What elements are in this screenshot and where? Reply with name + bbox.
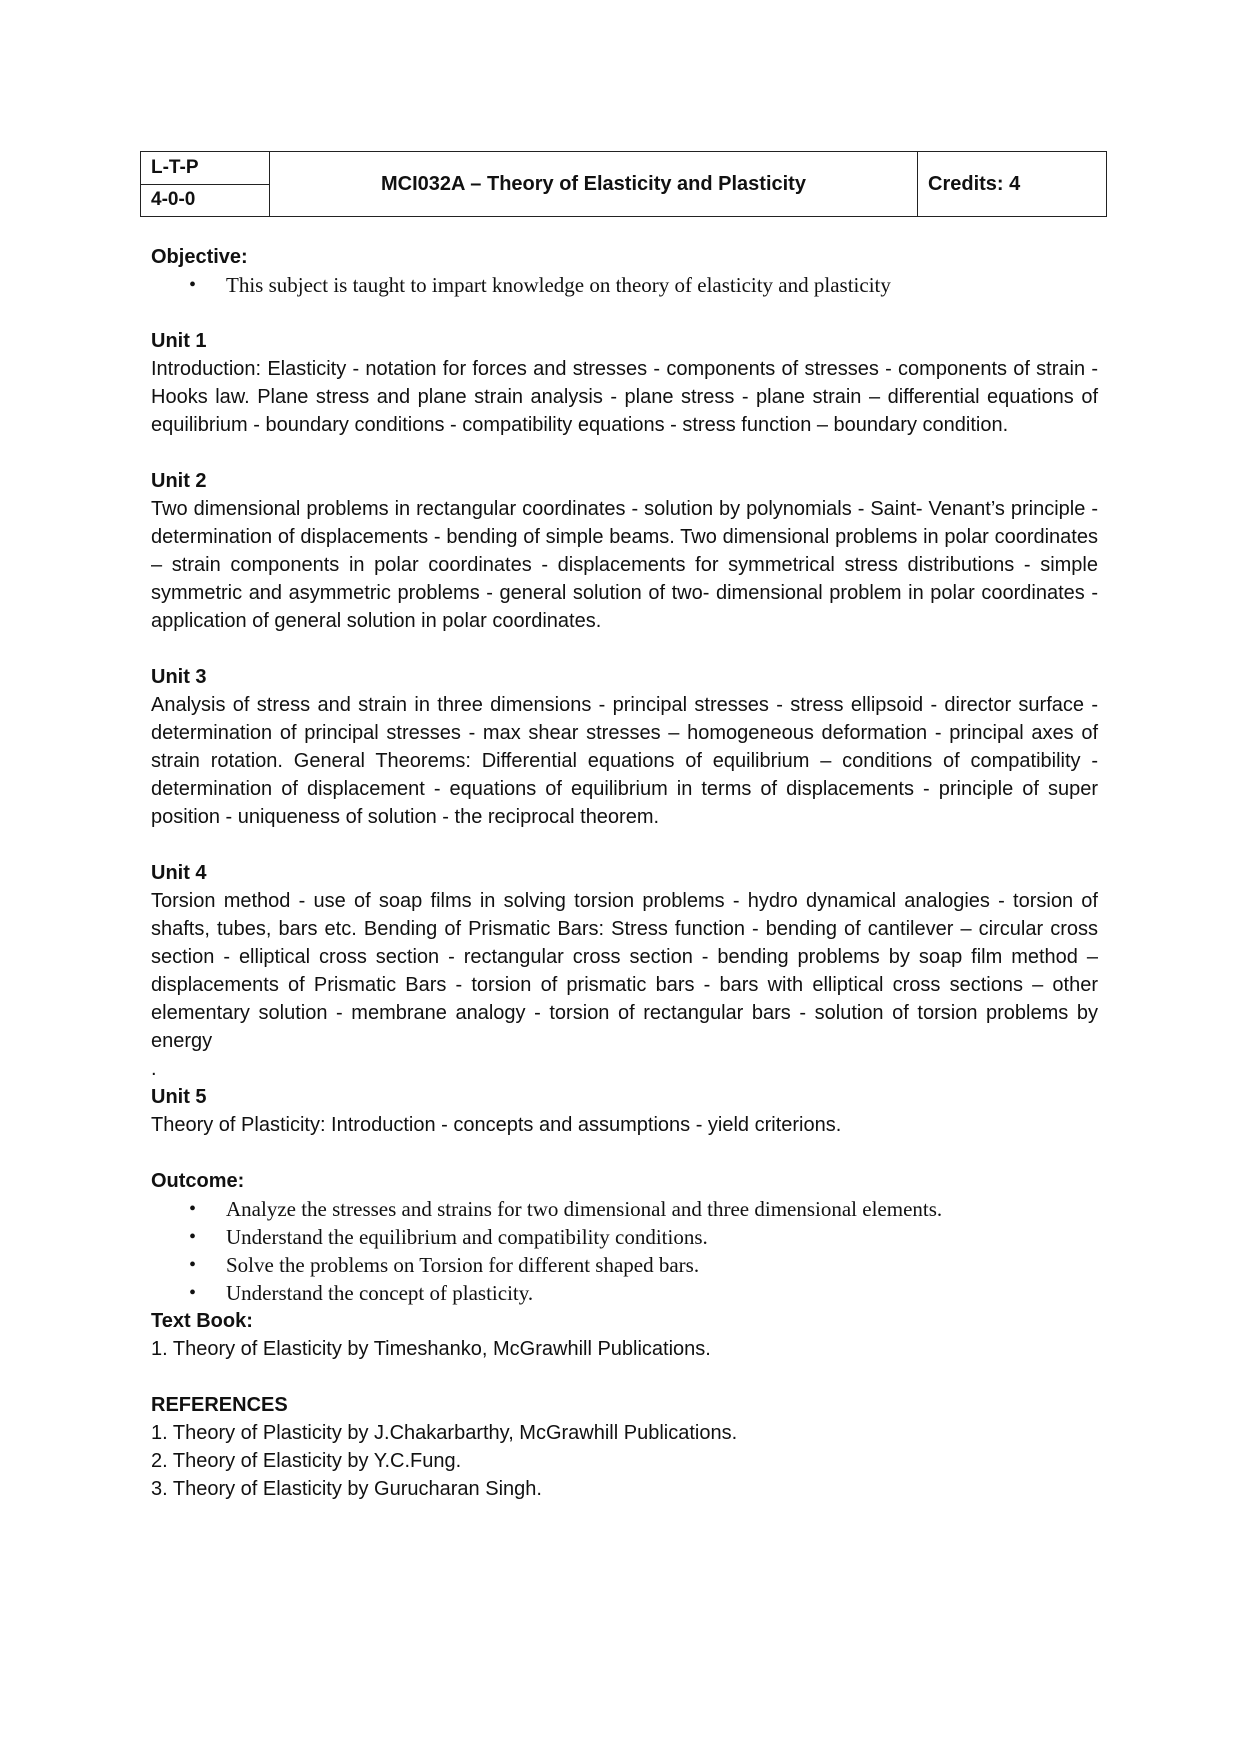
list-item: • Understand the equilibrium and compatibility conditions. [151, 1223, 1098, 1251]
list-item: • Understand the concept of plasticity. [151, 1279, 1098, 1307]
unit-heading: Unit 2 [151, 470, 207, 492]
outcome-list [151, 1195, 1098, 1307]
course-header-table [140, 151, 1107, 217]
unit-text: Analysis of stress and strain in three dimensions - principal stresses - stress ellipsoid - director surface - determination of principal stresses - max shear stresses – homogeneous deformation - principal axes of strain rotation. General Theorems: Differential equations of equilibrium – conditions of compatibility - determination of displacement - equations of equilibrium in terms of displacements - principle of super position - uniqueness of solution - the reciprocal theorem. [151, 694, 1098, 828]
unit-text: Theory of Plasticity: Introduction - concepts and assumptions - yield criterions. [151, 1114, 842, 1136]
course-title: MCI032A – Theory of Elasticity and Plasticity [270, 152, 918, 216]
unit-text: Torsion method - use of soap films in solving torsion problems - hydro dynamical analogies - torsion of shafts, tubes, bars etc. Bending of Prismatic Bars: Stress function - bending of cantilever – circular cross section - elliptical cross section - rectangular cross section - bending problems by soap film method – displacements of Prismatic Bars - torsion of prismatic bars - bars with elliptical cross sections – other elementary solution - membrane analogy - torsion of rectangular bars - solution of torsion problems by energy [151, 890, 1098, 1052]
reference-item: 3. Theory of Elasticity by Gurucharan Singh. [151, 1478, 542, 1500]
unit-1-section [151, 327, 1098, 439]
textbook-heading: Text Book: [151, 1310, 253, 1332]
ltp-value: 4-0-0 [151, 189, 196, 211]
references-heading: REFERENCES [151, 1394, 288, 1416]
unit-3-section [151, 663, 1098, 831]
references-section [151, 1391, 1098, 1503]
ltp-cell [141, 152, 270, 216]
unit-4-section [151, 859, 1098, 1083]
list-item: • Solve the problems on Torsion for different shaped bars. [151, 1251, 1098, 1279]
unit-text: Introduction: Elasticity - notation for forces and stresses - components of stresses - components of strain - Hooks law. Plane stress and plane strain analysis - plane stress - plane strain – differential equations of equilibrium - boundary conditions - compatibility equations - stress function – boundary condition. [151, 358, 1098, 436]
outcome-heading: Outcome: [151, 1170, 245, 1192]
unit-heading: Unit 5 [151, 1086, 207, 1108]
unit-heading: Unit 1 [151, 330, 207, 352]
objective-section [151, 243, 1098, 299]
reference-item: 2. Theory of Elasticity by Y.C.Fung. [151, 1450, 462, 1472]
objective-heading: Objective: [151, 246, 248, 268]
unit-5-section [151, 1083, 1098, 1139]
ltp-label: L-T-P [141, 152, 269, 185]
objective-list [151, 271, 1098, 299]
syllabus-content [151, 243, 1098, 1503]
outcome-section [151, 1167, 1098, 1307]
unit-heading: Unit 3 [151, 666, 207, 688]
reference-item: 1. Theory of Plasticity by J.Chakarbarthy, McGrawhill Publications. [151, 1422, 738, 1444]
list-item: • Analyze the stresses and strains for two dimensional and three dimensional elements. [151, 1195, 1098, 1223]
unit-heading: Unit 4 [151, 862, 207, 884]
course-credits: Credits: 4 [928, 172, 1021, 195]
textbook-section [151, 1307, 1098, 1363]
textbook-item: 1. Theory of Elasticity by Timeshanko, McGrawhill Publications. [151, 1338, 711, 1360]
unit-2-section [151, 467, 1098, 635]
list-item: • This subject is taught to impart knowledge on theory of elasticity and plasticity [151, 271, 1098, 299]
unit-text: Two dimensional problems in rectangular coordinates - solution by polynomials - Saint- Venant’s principle - determination of displacements - bending of simple beams. Two dimensional problems in polar coordinates – strain components in polar coordinates - displacements for symmetrical stress distributions - simple symmetric and asymmetric problems - general solution of two- dimensional problem in polar coordinates - application of general solution in polar coordinates. [151, 498, 1098, 632]
stray-dot: . [151, 1058, 157, 1080]
